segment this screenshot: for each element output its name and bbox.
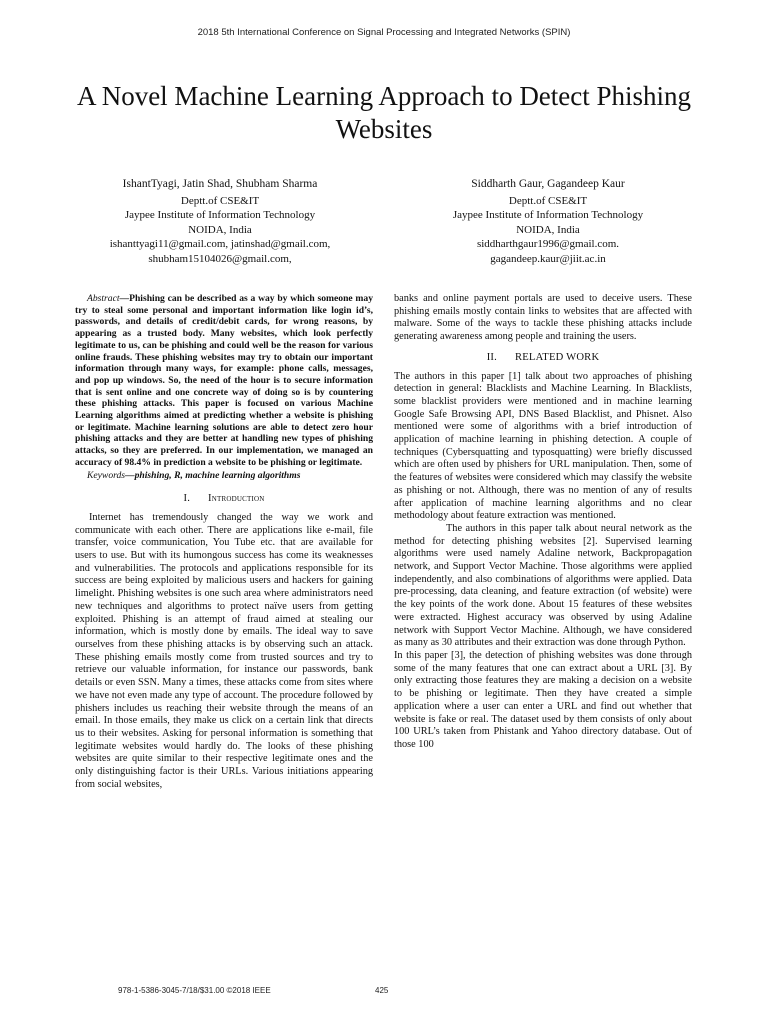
related-work-paragraph-2: The authors in this paper talk about neural network as the method for detecting phishing websites [2]. Supervised learning algorithms were used namely Adaline network, Backpropagation network, and Support Vector Machine. Those algorithms were applied independently, and also combinations of algorithms were applied. Data pre-processing, data cleaning, and feature extraction (of website) were the key points of the work done. About 15 features of these websites were extracted. Highest accuracy was observed by using Adaline network with Support Vector Machine. Although, we have considered as many as 30 attributes and their extraction was done through Python. <box>394 522 692 649</box>
author-names: IshantTyagi, Jatin Shad, Shubham Sharma <box>122 178 318 190</box>
keywords-lead: Keywords <box>87 469 126 481</box>
abstract-lead: Abstract <box>87 293 120 304</box>
author-email: siddharthgaur1996@gmail.com. <box>476 238 620 251</box>
author-block-right <box>398 177 698 267</box>
section-number: I. <box>183 493 191 505</box>
section-heading-introduction <box>75 493 373 506</box>
author-email: shubham15104026@gmail.com, <box>148 252 292 265</box>
author-block-left <box>70 177 370 267</box>
author-names: Siddharth Gaur, Gagandeep Kaur <box>471 178 625 190</box>
author-dept: Deptt.of CSE&IT <box>508 194 588 207</box>
section-title: RELATED WORK <box>515 351 600 363</box>
keywords-text: —phishing, R, machine learning algorithms <box>125 469 301 481</box>
author-dept: Deptt.of CSE&IT <box>180 194 260 207</box>
keywords <box>75 470 373 482</box>
related-work-paragraph-1: The authors in this paper [1] talk about two approaches of phishing detection in general: Blacklists and Machine Learning. In Blacklists, some blacklist providers were mentioned and in machine learning Google Safe Browsing API, DNS Based Blacklist, and Phisnet. Also mentioned were some of algorithms with a brief introduction of application of machine learning in phishing detection. A couple of techniques (Cybersquatting and typosquatting) were briefly discussed which are often used by phishers for URL manipulation. Then, some of the features of websites were considered which may classify the website as phishing or not. Although, there was no mention of any of results after application of machine learning algorithms and no clear methodology about feature extraction was mentioned. <box>394 370 692 522</box>
right-column <box>394 293 692 752</box>
introduction-continuation: banks and online payment portals are used to deceive users. These phishing emails mostly contain links to websites that are affected with malware. Some of the ways to tackle these phishing attacks include generating awareness among people and training the users. <box>394 293 692 343</box>
conference-header: 2018 5th International Conference on Signal Processing and Integrated Networks (SPIN) <box>197 27 571 38</box>
left-column <box>75 293 373 791</box>
author-location: NOIDA, India <box>516 223 580 236</box>
page-number: 425 <box>375 986 389 995</box>
author-institute: Jaypee Institute of Information Technology <box>124 209 316 222</box>
author-email: gagandeep.kaur@jiit.ac.in <box>490 252 606 265</box>
section-number: II. <box>486 351 497 363</box>
author-institute: Jaypee Institute of Information Technology <box>452 209 644 222</box>
footer-isbn: 978-1-5386-3045-7/18/$31.00 ©2018 IEEE <box>118 986 271 995</box>
paper-title: A Novel Machine Learning Approach to Detect Phishing Websites <box>76 81 692 144</box>
section-title: Introduction <box>208 493 265 505</box>
author-location: NOIDA, India <box>188 223 252 236</box>
related-work-paragraph-3: In this paper [3], the detection of phishing websites was done through some of the many features that one can extract about a URL [3]. By only extracting those features they are making a decision on a website to be phishing or legitimate. Then they have created a simple application where a user can enter a URL and find out whether that website is fake or real. The dataset used by them consists of only about 100 URL’s taken from Phistank and Yahoo directory database. Out of those 100 <box>394 649 692 750</box>
abstract-text: —Phishing can be described as a way by which someone may try to steal some personal and important information like login id’s, passwords, and details of credit/debit cards, for wrong reasons, by appearing as a trusted body. Many websites, which look perfectly legitimate to us, can be phishing and could well be the reason for various online frauds. These phishing websites may try to obtain our important information through many ways, for example: phone calls, messages, and pop up windows. So, the need of the hour is to secure information that is sent online and one concrete way of doing so is by countering these phishing attacks. This paper is focused on various Machine Learning algorithms aimed at predicting whether a website is phishing or legitimate. Machine learning solutions are able to detect zero hour phishing attacks and they are better at handling new types of phishing attacks, so they are preferred. In our implementation, we managed an accuracy of 98.4% in prediction a website to be phishing or legitimate. <box>75 293 373 468</box>
introduction-paragraph: Internet has tremendously changed the way we work and communicate with each other. There are applications like e-mail, file transfer, voice communication, You Tube etc. that are available for users to use. But with its humongous success has come its weaknesses and vulnerabilities. The protocols and applications responsible for its success are being exploited by malicious users and hackers for gaining limelight. Phishing websites is one such area where administrators need new techniques and algorithms to protect naïve users from getting exploited. Phishing is an attempt of fraud aimed at stealing our information, which is mostly done by emails. The ideal way to save ourselves from these phishing attacks is by observing such an attack. These phishing emails mostly come from trusted sources and try to retrieve our valuable information, for instance our passwords, bank details or even SSN. Many a times, these attacks come from sites where we have not even made any type of account. The procedure followed by phishers includes us reaching their website through the means of an email. In those emails, they make us click on a certain link that directs us to their websites. Asking for personal information is something that legitimate websites would hardly do. The looks of these phishing websites are quite similar to their respective legitimate ones and the only distinguishing factor is their URLs. Various initiations appearing from social websites, <box>75 511 373 790</box>
section-heading-related-work <box>394 352 692 365</box>
author-email: ishanttyagi11@gmail.com, jatinshad@gmail.com, <box>109 238 331 251</box>
author-list <box>70 177 698 267</box>
abstract <box>75 293 373 469</box>
